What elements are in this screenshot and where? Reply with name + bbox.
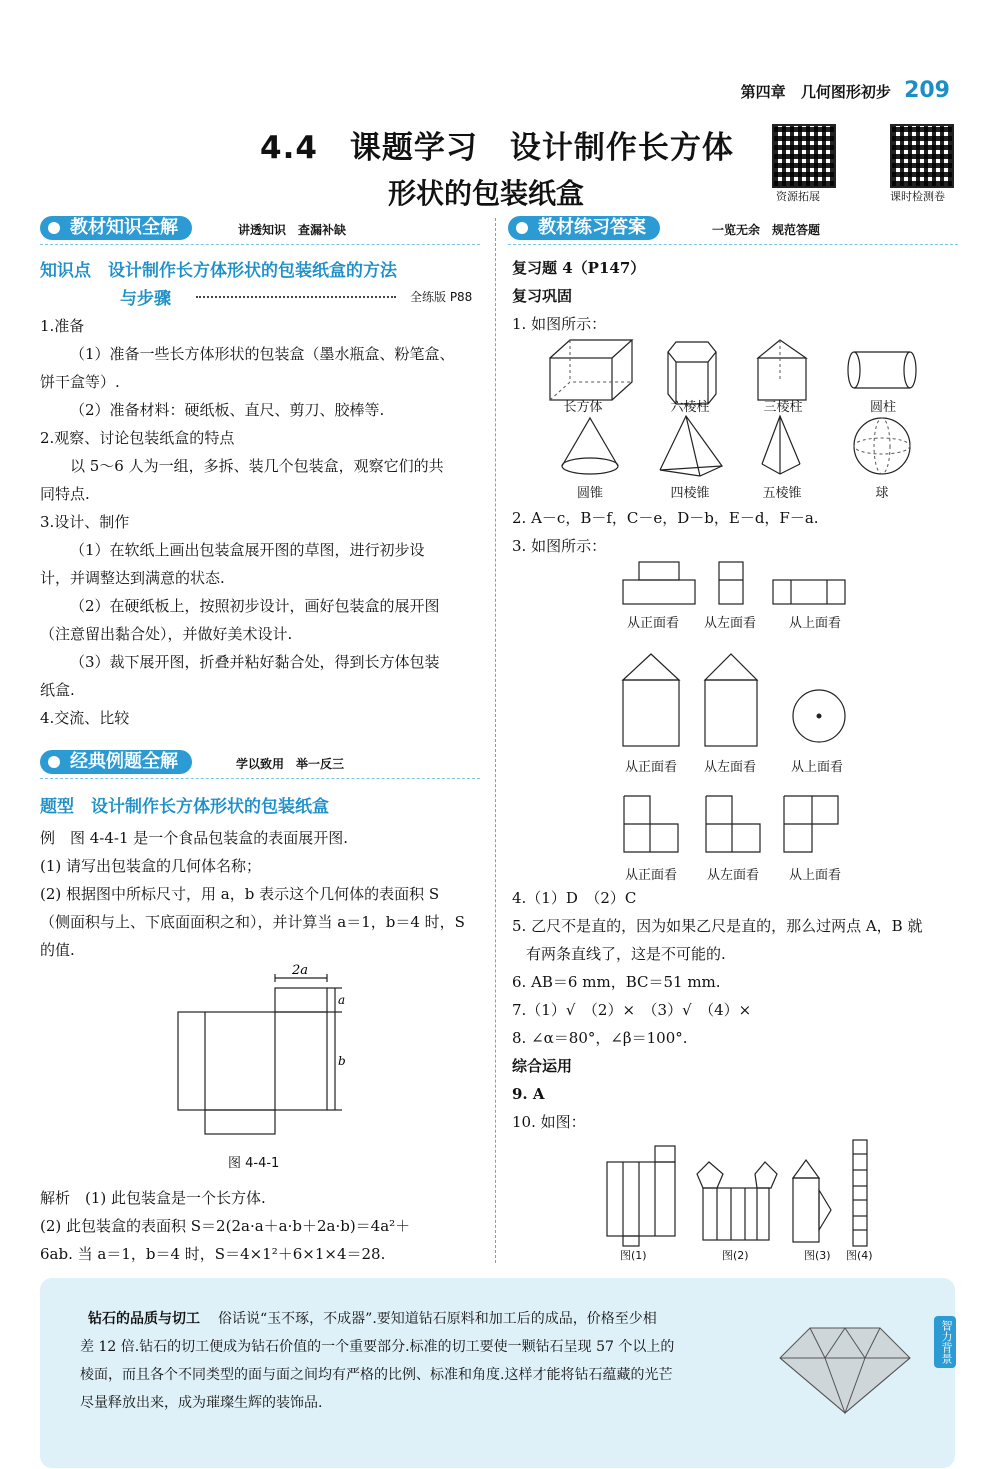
hexagonal-prism-drawing xyxy=(668,342,716,404)
question-type-title: 题型 设计制作长方体形状的包装纸盒 xyxy=(40,797,329,817)
question-8: 8. ∠α＝80°，∠β＝100°. xyxy=(512,1029,688,1047)
step-line: 以 5～6 人为一组，多拆、装几个包装盒，观察它们的共 xyxy=(70,457,444,475)
step-line: （3）裁下展开图，折叠并粘好黏合处，得到长方体包装 xyxy=(70,653,440,671)
figure-caption: 图 4-4-1 xyxy=(228,1156,280,1171)
knowledge-point-title-2: 与步骤 xyxy=(120,289,171,309)
dim-label-b: b xyxy=(338,1054,346,1068)
example-line: (2) 根据图中所标尺寸，用 a，b 表示这个几何体的表面积 S xyxy=(40,885,440,903)
page-number: 209 xyxy=(904,78,950,103)
views-set-1 xyxy=(615,560,855,610)
review-title: 复习题 4（P147） xyxy=(512,259,646,277)
example-line: （侧面积与上、下底面面积之和），并计算当 a＝1，b＝4 时，S xyxy=(40,913,465,931)
example-line: 的值. xyxy=(40,941,75,959)
question-10: 10. 如图： xyxy=(512,1113,586,1131)
step-line: 计，并调整达到满意的状态. xyxy=(40,569,225,587)
net-fig-1 xyxy=(607,1146,675,1246)
step-line: （1）准备一些长方体形状的包装盒（墨水瓶盒、粉笔盒、 xyxy=(70,345,455,363)
divider xyxy=(40,244,480,246)
view-label: 从上面看 xyxy=(788,616,841,631)
qr-label-resources: 资源拓展 xyxy=(776,190,820,203)
diamond-image xyxy=(770,1318,920,1418)
section-title: 4.4 课题学习 设计制作长方体 xyxy=(260,130,734,166)
chapter-number: 第四章 xyxy=(740,83,786,101)
net-bottom-face xyxy=(205,1110,275,1134)
figure-10-nets xyxy=(605,1138,875,1248)
step-line: （1）在软纸上画出包装盒展开图的草图，进行初步设 xyxy=(70,541,425,559)
dim-label-2a: 2a xyxy=(292,963,309,978)
step-line: （2）准备材料：硬纸板、直尺、剪刀、胶棒等. xyxy=(70,401,385,419)
sphere-drawing xyxy=(854,418,910,474)
step-line: （注意留出黏合处），并做好美术设计. xyxy=(40,625,293,643)
trivia-line: 俗话说“玉不琢，不成器”.要知道钻石原料和加工后的成品，价格至少相 xyxy=(218,1311,657,1327)
solids-row-2 xyxy=(548,414,928,484)
solid-label: 长方体 xyxy=(563,400,603,415)
consolidate-title: 复习巩固 xyxy=(512,287,573,305)
view-label: 从正面看 xyxy=(626,616,679,631)
net-fig-3 xyxy=(793,1160,831,1242)
view-label: 从正面看 xyxy=(624,760,677,775)
question-2: 2. A－c，B－f，C－e，D－b，E－d，F－a. xyxy=(512,509,819,527)
question-6: 6. AB＝6 mm，BC＝51 mm. xyxy=(512,973,721,991)
solid-label: 五棱锥 xyxy=(762,486,802,501)
question-1: 1. 如图所示： xyxy=(512,315,607,333)
banner-sub-answers: 一览无余 规范答题 xyxy=(712,223,821,237)
figure-4-4-1-net xyxy=(170,960,370,1150)
view-label: 从正面看 xyxy=(624,868,677,883)
fig10-label: 图(1) xyxy=(620,1249,647,1262)
banner-sub-examples: 学以致用 举一反三 xyxy=(236,757,345,771)
step-line: 2.观察、讨论包装纸盒的特点 xyxy=(40,429,235,447)
net-middle xyxy=(178,1012,327,1110)
qr-label-test: 课时检测卷 xyxy=(890,190,945,203)
step-line: 纸盒. xyxy=(40,681,75,699)
divider xyxy=(40,778,480,780)
fig10-label: 图(4) xyxy=(846,1249,873,1262)
pentagonal-pyramid-drawing xyxy=(762,416,800,474)
example-line: 例 图 4-4-1 是一个食品包装盒的表面展开图. xyxy=(40,829,349,847)
step-line: 4.交流、比较 xyxy=(40,709,130,727)
view-label: 从左面看 xyxy=(703,616,756,631)
square-pyramid-drawing xyxy=(660,416,722,476)
example-text xyxy=(40,824,490,964)
views-set-3 xyxy=(620,794,860,856)
trivia-title: 钻石的品质与切工 xyxy=(88,1311,200,1327)
dim-label-a: a xyxy=(338,993,346,1007)
solid-label: 三棱柱 xyxy=(763,400,803,415)
question-7: 7.（1）√ （2）× （3）√ （4）× xyxy=(512,1001,752,1019)
question-4: 4.（1）D （2）C xyxy=(512,889,637,907)
example-line: (1) 请写出包装盒的几何体名称； xyxy=(40,857,262,875)
leader-dots xyxy=(196,296,396,298)
banner-classic-examples: 经典例题全解 xyxy=(40,750,192,774)
step-line: 饼干盒等）. xyxy=(40,373,120,391)
cuboid-drawing xyxy=(550,340,632,400)
page-header xyxy=(741,78,950,103)
steps-list xyxy=(40,312,485,732)
trivia-line: 尽量释放出来，成为璀璨生辉的装饰品. xyxy=(80,1395,323,1411)
section-subtitle: 形状的包装纸盒 xyxy=(388,177,585,210)
view-label: 从左面看 xyxy=(706,868,759,883)
solid-label: 四棱锥 xyxy=(670,486,710,501)
trivia-line: 棱面，而且各个不同类型的面与面之间均有严格的比例、标准和角度.这样才能将钻石蕴藏的光芒 xyxy=(80,1367,673,1383)
view-label: 从上面看 xyxy=(788,868,841,883)
triangular-prism-drawing xyxy=(758,340,806,400)
view-label: 从上面看 xyxy=(790,760,843,775)
solid-label: 球 xyxy=(875,486,889,501)
cone-drawing xyxy=(562,418,618,474)
step-line: （2）在硬纸板上，按照初步设计，画好包装盒的展开图 xyxy=(70,597,440,615)
trivia-line: 差 12 倍.钻石的切工便成为钻石价值的一个重要部分.标准的切工要使一颗钻石呈现 57 个以上的 xyxy=(80,1339,675,1355)
divider xyxy=(508,244,958,246)
solid-label: 圆锥 xyxy=(576,486,603,501)
net-fig-4 xyxy=(853,1140,867,1246)
qr-code-resources[interactable] xyxy=(772,124,836,188)
step-line: 3.设计、制作 xyxy=(40,513,130,531)
banner-textbook-knowledge: 教材知识全解 xyxy=(40,216,192,240)
banner-exercise-answers: 教材练习答案 xyxy=(508,216,660,240)
fig10-label: 图(2) xyxy=(722,1249,749,1262)
view-label: 从左面看 xyxy=(703,760,756,775)
solid-label: 圆柱 xyxy=(869,400,896,415)
cylinder-drawing xyxy=(848,352,916,388)
question-3: 3. 如图所示： xyxy=(512,537,607,555)
net-fig-2 xyxy=(697,1162,777,1240)
question-5-cont: 有两条直线了，这是不可能的. xyxy=(526,945,726,963)
step-line: 1.准备 xyxy=(40,317,85,335)
solution-line: 6ab. 当 a＝1，b＝4 时，S＝4×1²＋6×1×4＝28. xyxy=(40,1245,386,1263)
knowledge-point-title: 知识点 设计制作长方体形状的包装纸盒的方法 xyxy=(40,261,397,281)
apply-title: 综合运用 xyxy=(512,1057,573,1075)
banner-sub-knowledge: 讲透知识 查漏补缺 xyxy=(238,223,347,237)
solution-line: (2) 此包装盒的表面积 S＝2(2a·a＋a·b＋2a·b)＝4a²＋ xyxy=(40,1217,411,1235)
step-line: 同特点. xyxy=(40,485,90,503)
question-9: 9. A xyxy=(512,1085,545,1103)
column-separator xyxy=(495,218,496,1263)
solution-text xyxy=(40,1184,490,1268)
fig10-label: 图(3) xyxy=(804,1249,831,1262)
qr-code-test[interactable] xyxy=(890,124,954,188)
solution-line: 解析 (1) 此包装盒是一个长方体. xyxy=(40,1189,266,1207)
chapter-title: 几何图形初步 xyxy=(800,83,891,101)
views-set-2 xyxy=(615,650,855,750)
solid-label: 六棱柱 xyxy=(670,400,710,415)
reference-page: 全练版 P88 xyxy=(410,290,473,304)
net-top-face xyxy=(275,988,327,1012)
tag-intelligence: 智力背景 xyxy=(934,1316,956,1368)
question-5: 5. 乙尺不是直的，因为如果乙尺是直的，那么过两点 A，B 就 xyxy=(512,917,923,935)
